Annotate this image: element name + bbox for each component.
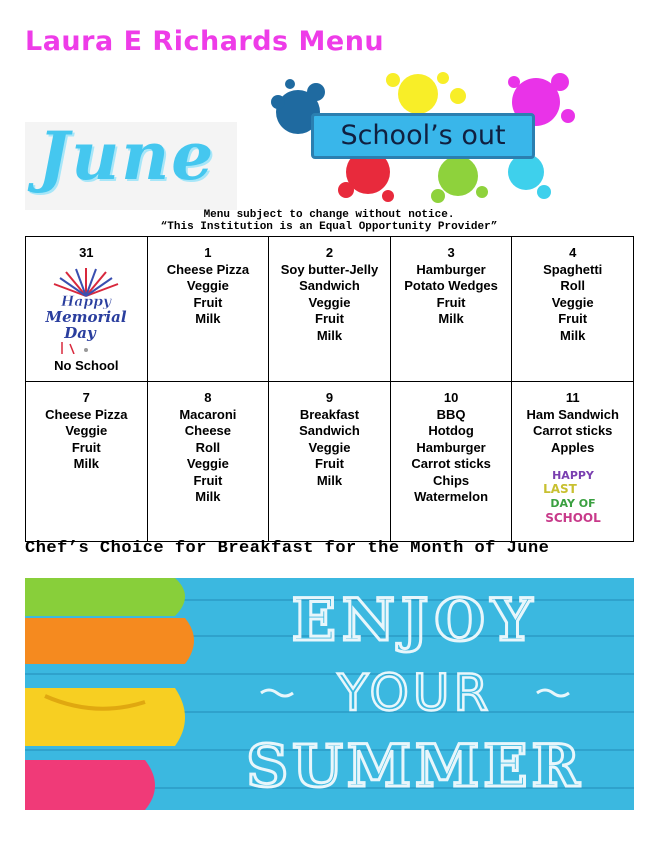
menu-item: Cheese — [184, 423, 232, 438]
day-cell-1 — [147, 237, 269, 382]
last-day-line-3: DAY OF — [550, 497, 596, 510]
menu-item: Fruit — [315, 456, 344, 471]
day-note: No School — [54, 357, 119, 373]
day-date: 10 — [443, 390, 459, 405]
memorial-line-3: Day — [64, 323, 97, 342]
menu-item: Fruit — [558, 311, 588, 326]
menu-item: Veggie — [186, 278, 229, 293]
menu-item: Roll — [195, 439, 221, 455]
menu-item: Breakfast — [299, 406, 360, 422]
menu-item: Veggie — [308, 294, 351, 310]
notice-line-2: “This Institution is an Equal Opportunity Provider” — [160, 221, 498, 233]
day-cell-3 — [390, 237, 512, 382]
menu-item: Veggie — [308, 439, 351, 455]
notice-line-1: Menu subject to change without notice. — [203, 209, 455, 221]
menu-item: Fruit — [71, 439, 101, 455]
flip-flop-yellow — [25, 688, 185, 746]
menu-item: Soy butter-Jelly — [280, 261, 379, 277]
menu-item: Hamburger — [416, 261, 486, 277]
page-title: Laura E Richards Menu — [25, 26, 385, 57]
menu-item: Milk — [73, 456, 99, 471]
menu-item: Hamburger — [416, 439, 486, 455]
splat-green — [431, 156, 488, 203]
enjoy-line-1: ENJOY — [291, 586, 539, 654]
day-cell-10 — [390, 382, 512, 542]
menu-item: Veggie — [551, 294, 594, 310]
menu-item: Fruit — [193, 472, 223, 488]
day-cell-11 — [512, 382, 634, 542]
day-date: 2 — [325, 245, 334, 260]
day-date: 7 — [82, 390, 90, 405]
menu-item: Milk — [195, 489, 221, 504]
week-row-1 — [26, 237, 634, 382]
menu-notice — [25, 209, 633, 233]
menu-item: Cheese Pizza — [166, 261, 250, 277]
menu-item: Fruit — [436, 294, 466, 310]
enjoy-line-3: SUMMER — [246, 732, 584, 800]
day-date: 8 — [204, 390, 212, 405]
day-cell-8 — [147, 382, 269, 542]
memorial-line-2: Memorial — [45, 307, 127, 326]
day-cell-7 — [26, 382, 148, 542]
day-date: 3 — [447, 245, 455, 260]
menu-item: Milk — [316, 472, 343, 488]
flip-flop-pink — [25, 760, 155, 810]
menu-item: Carrot sticks — [532, 423, 613, 438]
menu-item: Macaroni — [179, 406, 237, 422]
menu-item: Apples — [551, 439, 595, 455]
day-cell-2 — [269, 237, 391, 382]
last-day-line-4: SCHOOL — [544, 511, 601, 525]
menu-item: Hotdog — [428, 423, 474, 438]
menu-item: Cheese Pizza — [45, 406, 128, 422]
flip-flop-orange — [25, 618, 194, 664]
enjoy-your-summer-image — [25, 578, 634, 810]
memorial-line-1: Happy — [61, 293, 112, 310]
menu-item: Potato Wedges — [404, 278, 498, 293]
menu-item: Milk — [438, 311, 464, 326]
schools-out-banner: School’s out — [311, 113, 535, 159]
menu-item: Milk — [560, 327, 586, 343]
menu-item: Fruit — [193, 294, 223, 310]
menu-calendar — [25, 236, 634, 542]
day-cell-9 — [269, 382, 391, 542]
day-date: 4 — [569, 245, 577, 260]
menu-item: Ham Sandwich — [526, 406, 619, 422]
last-day-line-1: HAPPY — [551, 469, 594, 482]
menu-item: Sandwich — [299, 278, 360, 293]
day-date: 9 — [325, 390, 334, 405]
day-date: 31 — [79, 245, 94, 260]
week-row-2 — [26, 382, 634, 542]
day-date: 11 — [565, 390, 580, 405]
day-date: 1 — [204, 245, 212, 260]
day-cell-4 — [512, 237, 634, 382]
menu-item: Milk — [195, 311, 221, 326]
menu-item: Veggie — [186, 456, 229, 471]
day-cell-31 — [26, 237, 148, 382]
menu-item: Sandwich — [299, 423, 360, 438]
menu-item: Spaghetti — [543, 261, 603, 277]
menu-item: Chips — [433, 472, 470, 488]
menu-item: BBQ — [436, 406, 466, 422]
chef-choice-note: Chef’s Choice for Breakfast for the Month of June — [25, 539, 550, 558]
menu-item: Milk — [316, 327, 343, 343]
last-day-line-2: LAST — [542, 482, 577, 496]
splat-cyan — [508, 154, 551, 199]
flip-flop-green — [25, 578, 185, 616]
june-image-label: June — [38, 117, 216, 195]
menu-item: Carrot sticks — [411, 456, 491, 471]
last-day-of-school-image — [528, 466, 618, 526]
menu-item: Fruit — [315, 311, 344, 326]
splat-yellow — [386, 72, 466, 114]
enjoy-line-2: YOUR — [337, 664, 493, 722]
menu-item: Veggie — [65, 423, 108, 438]
menu-item: Roll — [560, 278, 585, 293]
menu-item: Watermelon — [414, 489, 489, 504]
memorial-day-image — [40, 266, 132, 354]
